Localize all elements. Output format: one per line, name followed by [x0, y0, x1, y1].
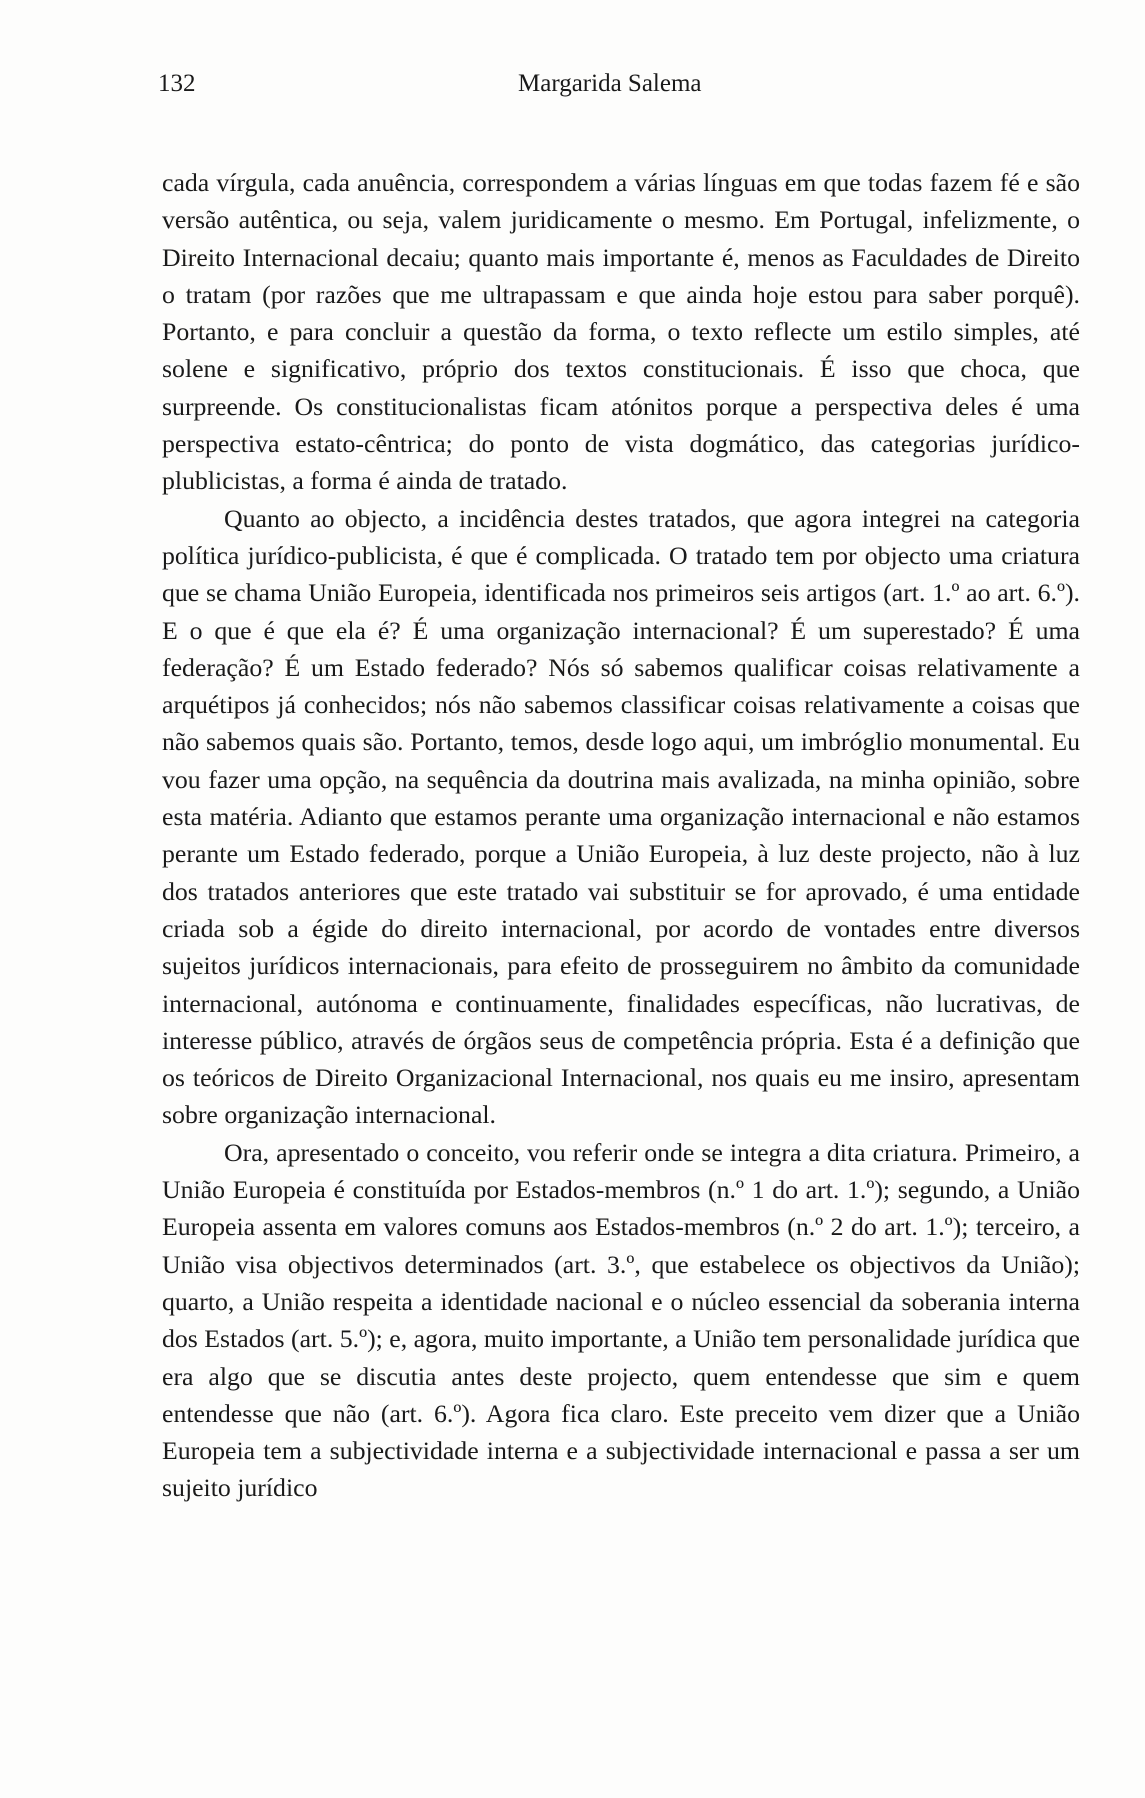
paragraph: cada vírgula, cada anuência, correspondem a várias línguas em que todas fazem fé e são versão autêntica, ou seja, valem juridicamente o mesmo. Em Portugal, infelizmente, o Direito Internacional decaiu; quanto mais importante é, menos as Faculdades de Direito o tratam (por razões que me ultrapassam e que ainda hoje estou para saber porquê). Portanto, e para concluir a questão da forma, o texto reflecte um estilo simples, até solene e significativo, próprio dos textos constitucionais. É isso que choca, que surpreende. Os constitucionalistas ficam atónitos porque a perspectiva deles é uma perspectiva estato-cêntrica; do ponto de vista dogmático, das categorias jurídico-plublicistas, a forma é ainda de tratado. — [162, 168, 1080, 496]
paragraph: Quanto ao objecto, a incidência destes tratados, que agora integrei na categoria política jurídico-publicista, é que é complicada. O tratado tem por objecto uma criatura que se chama União Europeia, identificada nos primeiros seis artigos (art. 1.º ao art. 6.º). E o que é que ela é? É uma organização internacional? É um superestado? É uma federação? É um Estado federado? Nós só sabemos qualificar coisas relativamente a arquétipos já conhecidos; nós não sabemos classificar coisas relativamente a coisas que não sabemos quais são. Portanto, temos, desde logo aqui, um imbróglio monumental. Eu vou fazer uma opção, na sequência da doutrina mais avalizada, na minha opinião, sobre esta matéria. Adianto que estamos perante uma organização internacional e não estamos perante um Estado federado, porque a União Europeia, à luz deste projecto, não à luz dos tratados anteriores que este tratado vai substituir se for aprovado, é uma entidade criada sob a égide do direito internacional, por acordo de vontades entre diversos sujeitos jurídicos internacionais, para efeito de prosseguirem no âmbito da comunidade internacional, autónoma e continuamente, finalidades específicas, não lucrativas, de interesse público, através de órgãos seus de competência própria. Esta é a definição que os teóricos de Direito Organizacional Internacional, nos quais eu me insiro, apresentam sobre organização internacional. — [162, 503, 1080, 1130]
page-number: 132 — [158, 70, 196, 97]
running-title: Margarida Salema — [518, 70, 702, 97]
running-head — [158, 66, 1078, 102]
paragraph: Ora, apresentado o conceito, vou referir onde se integra a dita criatura. Primeiro, a União Europeia é constituída por Estados-membros (n.º 1 do art. 1.º); segundo, a União Europeia assenta em valores comuns aos Estados-membros (n.º 2 do art. 1.º); terceiro, a União visa objectivos determinados (art. 3.º, que estabelece os objectivos da União); quarto, a União respeita a identidade nacional e o núcleo essencial da soberania interna dos Estados (art. 5.º); e, agora, muito importante, a União tem personalidade jurídica que era algo que se discutia antes deste projecto, quem entendesse que sim e quem entendesse que não (art. 6.º). Agora fica claro. Este preceito vem dizer que a União Europeia tem a subjectividade interna e a subjectividade internacional e passa a ser um sujeito jurídico — [162, 1137, 1080, 1503]
body-text — [162, 164, 1080, 1507]
